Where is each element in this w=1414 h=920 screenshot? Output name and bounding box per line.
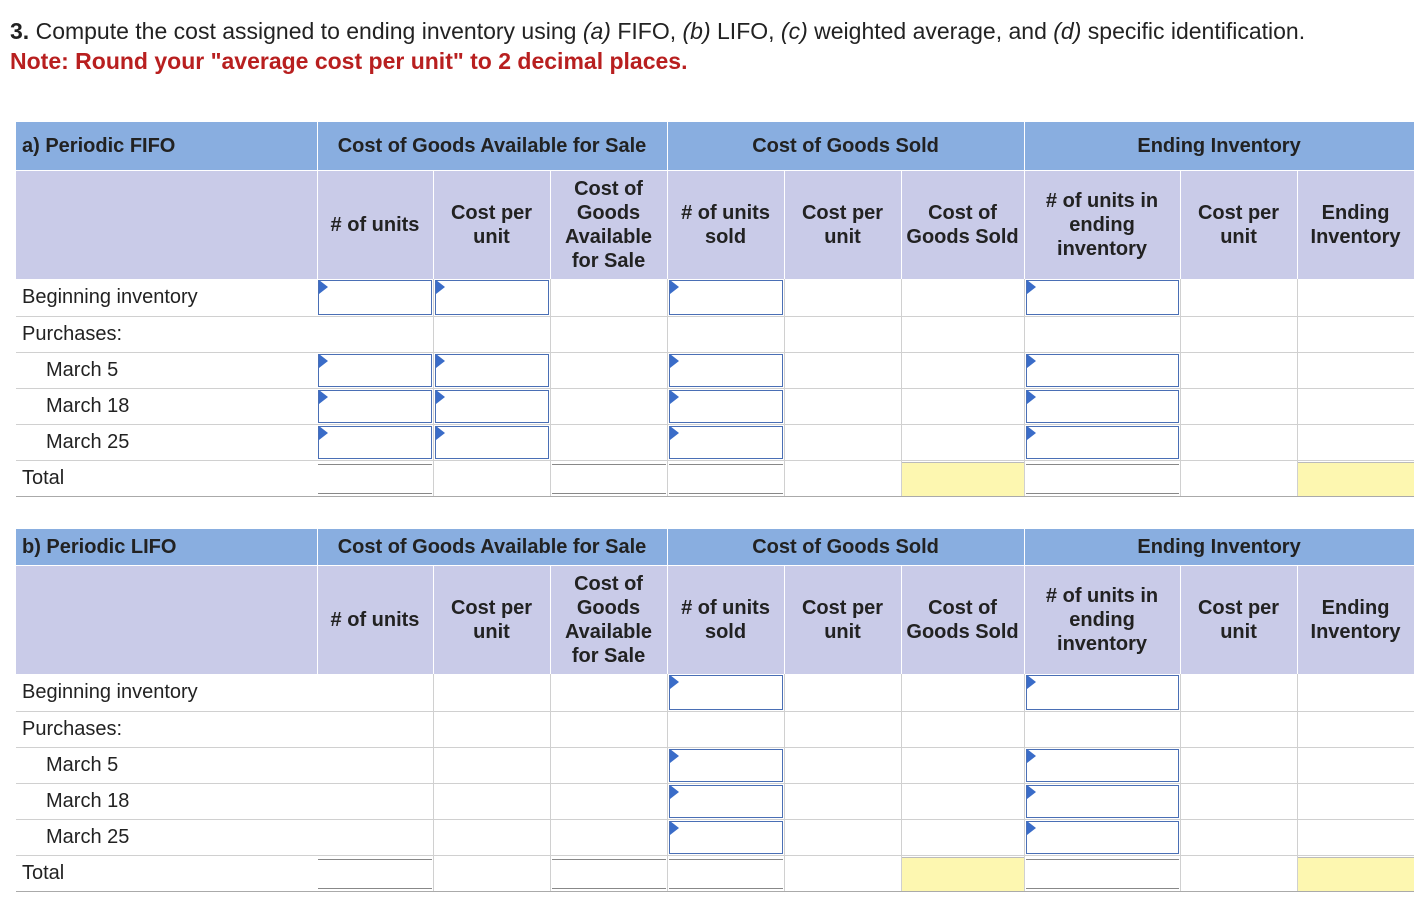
units-header: # of units (317, 566, 433, 675)
part-d-label: (d) (1053, 18, 1082, 44)
cost-per-unit-ending-header: Cost per unit (1180, 566, 1297, 675)
cogs-cell (901, 748, 1024, 784)
empty-cell (784, 856, 901, 892)
total-row (16, 856, 1414, 892)
total-cogas-cell (550, 461, 667, 497)
cost-ending-cell (1180, 748, 1297, 784)
total-cogas-field (552, 464, 666, 494)
ending-cell (1297, 389, 1414, 425)
units-cell[interactable] (317, 389, 433, 425)
rounding-note: Note: Round your "average cost per unit" to 2 decimal places. (10, 48, 688, 74)
total-cogs-cell (901, 856, 1024, 892)
cost-sold-cell (784, 674, 901, 712)
table-row (16, 820, 1414, 856)
empty-cell (784, 317, 901, 353)
part-b-label: (b) (682, 18, 711, 44)
units-ending-cell[interactable] (1024, 279, 1180, 317)
total-row (16, 461, 1414, 497)
units-ending-input[interactable] (1026, 426, 1179, 459)
fifo-table (16, 122, 1414, 497)
row-label: March 5 (16, 748, 317, 784)
units-sold-input[interactable] (669, 390, 783, 423)
cost-cell (433, 674, 550, 712)
cost-sold-cell (784, 353, 901, 389)
total-units-sold-cell (667, 461, 784, 497)
cogs-header: Cost of Goods Sold (901, 566, 1024, 675)
empty-cell (1024, 712, 1180, 748)
units-input[interactable] (318, 280, 432, 315)
units-sold-cell[interactable] (667, 353, 784, 389)
cost-cell[interactable] (433, 353, 550, 389)
cogas-cell (550, 748, 667, 784)
units-cell[interactable] (317, 425, 433, 461)
units-header: # of units (317, 171, 433, 280)
empty-cell (550, 317, 667, 353)
empty-cell (433, 856, 550, 892)
ending-cell (1297, 674, 1414, 712)
units-sold-input[interactable] (669, 280, 783, 315)
lifo-section (16, 529, 1414, 892)
cogs-cell (901, 820, 1024, 856)
total-cogs-highlight (902, 857, 1024, 891)
units-sold-cell[interactable] (667, 784, 784, 820)
table-row (16, 784, 1414, 820)
total-units-cell (317, 461, 433, 497)
question-number: 3. (10, 18, 30, 44)
empty-cell (1180, 856, 1297, 892)
total-cogas-cell (550, 856, 667, 892)
ending-cell (1297, 820, 1414, 856)
lifo-section-title: b) Periodic LIFO (16, 529, 317, 566)
total-ending-cell (1297, 856, 1414, 892)
empty-cell (550, 712, 667, 748)
cogas-header: Cost of Goods Available for Sale (550, 171, 667, 280)
units-input[interactable] (318, 426, 432, 459)
empty-cell (317, 317, 433, 353)
cogs-cell (901, 279, 1024, 317)
total-units-ending-cell (1024, 461, 1180, 497)
cogas-cell (550, 425, 667, 461)
part-a-label: (a) (582, 18, 611, 44)
cost-sold-cell (784, 820, 901, 856)
units-sold-cell[interactable] (667, 748, 784, 784)
cogas-cell (550, 820, 667, 856)
cogas-cell (550, 674, 667, 712)
cogas-cell (550, 353, 667, 389)
cost-ending-cell (1180, 425, 1297, 461)
units-sold-cell[interactable] (667, 279, 784, 317)
cost-per-unit-input[interactable] (435, 354, 549, 387)
row-label: Total (16, 461, 317, 497)
empty-cell (1297, 712, 1414, 748)
total-ending-cell (1297, 461, 1414, 497)
row-label: Purchases: (16, 317, 317, 353)
sold-group-header: Cost of Goods Sold (667, 529, 1024, 566)
table-row (16, 353, 1414, 389)
empty-cell (1024, 317, 1180, 353)
units-sold-cell[interactable] (667, 425, 784, 461)
units-ending-input[interactable] (1026, 354, 1179, 387)
table-row (16, 425, 1414, 461)
units-ending-cell[interactable] (1024, 748, 1180, 784)
units-cell (317, 784, 433, 820)
units-sold-input[interactable] (669, 749, 783, 782)
empty-cell (784, 461, 901, 497)
total-cogs-cell (901, 461, 1024, 497)
units-sold-cell[interactable] (667, 820, 784, 856)
empty-cell (667, 712, 784, 748)
units-sold-input[interactable] (669, 354, 783, 387)
units-ending-input[interactable] (1026, 785, 1179, 818)
units-cell[interactable] (317, 279, 433, 317)
empty-cell (433, 461, 550, 497)
units-cell (317, 674, 433, 712)
table-row (16, 748, 1414, 784)
units-ending-cell[interactable] (1024, 674, 1180, 712)
cost-per-unit-sold-header: Cost per unit (784, 171, 901, 280)
empty-cell (901, 317, 1024, 353)
row-label: March 5 (16, 353, 317, 389)
row-label-header (16, 566, 317, 675)
table-row (16, 317, 1414, 353)
table-row (16, 674, 1414, 712)
specific-id-text: specific identification. (1081, 18, 1306, 44)
available-group-header: Cost of Goods Available for Sale (317, 529, 667, 566)
total-units-sold-field (669, 859, 783, 889)
cogs-cell (901, 353, 1024, 389)
ending-cell (1297, 353, 1414, 389)
cogs-cell (901, 425, 1024, 461)
cost-cell[interactable] (433, 389, 550, 425)
ending-group-header: Ending Inventory (1024, 122, 1414, 171)
empty-cell (1297, 317, 1414, 353)
units-ending-input[interactable] (1026, 390, 1179, 423)
cost-per-unit-input[interactable] (435, 426, 549, 459)
units-ending-input[interactable] (1026, 749, 1179, 782)
cost-cell (433, 748, 550, 784)
row-label: Purchases: (16, 712, 317, 748)
units-sold-input[interactable] (669, 785, 783, 818)
units-input[interactable] (318, 390, 432, 423)
total-cogs-highlight (902, 462, 1024, 496)
total-units-ending-cell (1024, 856, 1180, 892)
ending-group-header: Ending Inventory (1024, 529, 1414, 566)
row-label: March 18 (16, 784, 317, 820)
part-c-label: (c) (780, 18, 808, 44)
units-ending-cell[interactable] (1024, 389, 1180, 425)
table-row (16, 279, 1414, 317)
cost-cell[interactable] (433, 279, 550, 317)
total-units-sold-field (669, 464, 783, 494)
empty-cell (784, 712, 901, 748)
total-ending-highlight (1298, 462, 1414, 496)
empty-cell (317, 712, 433, 748)
empty-cell (667, 317, 784, 353)
cost-per-unit-header: Cost per unit (433, 171, 550, 280)
empty-cell (433, 317, 550, 353)
cost-per-unit-header: Cost per unit (433, 566, 550, 675)
cost-ending-cell (1180, 784, 1297, 820)
ending-cell (1297, 279, 1414, 317)
table-row (16, 712, 1414, 748)
cost-sold-cell (784, 279, 901, 317)
total-units-ending-field (1026, 859, 1179, 889)
cost-sold-cell (784, 748, 901, 784)
total-ending-highlight (1298, 857, 1414, 891)
cost-sold-cell (784, 425, 901, 461)
row-label: Total (16, 856, 317, 892)
cogs-cell (901, 674, 1024, 712)
units-sold-header: # of units sold (667, 566, 784, 675)
fifo-section-title: a) Periodic FIFO (16, 122, 317, 171)
cost-per-unit-input[interactable] (435, 280, 549, 315)
units-ending-input[interactable] (1026, 280, 1179, 315)
units-ending-cell[interactable] (1024, 353, 1180, 389)
units-ending-header: # of units in ending inventory (1024, 566, 1180, 675)
available-group-header: Cost of Goods Available for Sale (317, 122, 667, 171)
fifo-text: FIFO, (610, 18, 683, 44)
row-label: Beginning inventory (16, 674, 317, 712)
empty-cell (1180, 461, 1297, 497)
question-intro: Compute the cost assigned to ending inventory using (29, 18, 583, 44)
units-cell (317, 820, 433, 856)
cost-sold-cell (784, 784, 901, 820)
units-sold-header: # of units sold (667, 171, 784, 280)
cost-per-unit-sold-header: Cost per unit (784, 566, 901, 675)
total-cogas-field (552, 859, 666, 889)
cogs-cell (901, 389, 1024, 425)
units-cell (317, 748, 433, 784)
cost-sold-cell (784, 389, 901, 425)
units-ending-input[interactable] (1026, 821, 1179, 854)
units-ending-cell[interactable] (1024, 784, 1180, 820)
ending-cell (1297, 748, 1414, 784)
cost-ending-cell (1180, 389, 1297, 425)
units-sold-cell[interactable] (667, 389, 784, 425)
cogs-header: Cost of Goods Sold (901, 171, 1024, 280)
cogas-cell (550, 279, 667, 317)
row-label-header (16, 171, 317, 280)
cost-ending-cell (1180, 820, 1297, 856)
units-cell[interactable] (317, 353, 433, 389)
cogas-cell (550, 784, 667, 820)
cost-ending-cell (1180, 279, 1297, 317)
total-units-field (318, 464, 432, 494)
empty-cell (1180, 712, 1297, 748)
units-ending-input[interactable] (1026, 675, 1179, 710)
sold-group-header: Cost of Goods Sold (667, 122, 1024, 171)
cost-cell[interactable] (433, 425, 550, 461)
ending-inventory-header: Ending Inventory (1297, 566, 1414, 675)
empty-cell (1180, 317, 1297, 353)
cost-cell (433, 820, 550, 856)
units-ending-cell[interactable] (1024, 820, 1180, 856)
empty-cell (901, 712, 1024, 748)
table-row (16, 389, 1414, 425)
units-sold-cell[interactable] (667, 674, 784, 712)
cogs-cell (901, 784, 1024, 820)
row-label: March 18 (16, 389, 317, 425)
cogas-header: Cost of Goods Available for Sale (550, 566, 667, 675)
cost-ending-cell (1180, 674, 1297, 712)
units-sold-input[interactable] (669, 426, 783, 459)
cost-cell (433, 784, 550, 820)
weighted-average-text: weighted average, and (807, 18, 1054, 44)
row-label: Beginning inventory (16, 279, 317, 317)
units-ending-cell[interactable] (1024, 425, 1180, 461)
ending-inventory-header: Ending Inventory (1297, 171, 1414, 280)
total-units-field (318, 859, 432, 889)
question-text (10, 18, 1305, 45)
units-sold-input[interactable] (669, 821, 783, 854)
cogas-cell (550, 389, 667, 425)
row-label: March 25 (16, 425, 317, 461)
lifo-table (16, 529, 1414, 892)
cost-ending-cell (1180, 353, 1297, 389)
total-units-sold-cell (667, 856, 784, 892)
row-label: March 25 (16, 820, 317, 856)
ending-cell (1297, 425, 1414, 461)
units-sold-input[interactable] (669, 675, 783, 710)
fifo-section (16, 122, 1414, 497)
total-units-ending-field (1026, 464, 1179, 494)
units-input[interactable] (318, 354, 432, 387)
units-ending-header: # of units in ending inventory (1024, 171, 1180, 280)
lifo-text: LIFO, (710, 18, 781, 44)
ending-cell (1297, 784, 1414, 820)
cost-per-unit-input[interactable] (435, 390, 549, 423)
cost-per-unit-ending-header: Cost per unit (1180, 171, 1297, 280)
empty-cell (433, 712, 550, 748)
total-units-cell (317, 856, 433, 892)
